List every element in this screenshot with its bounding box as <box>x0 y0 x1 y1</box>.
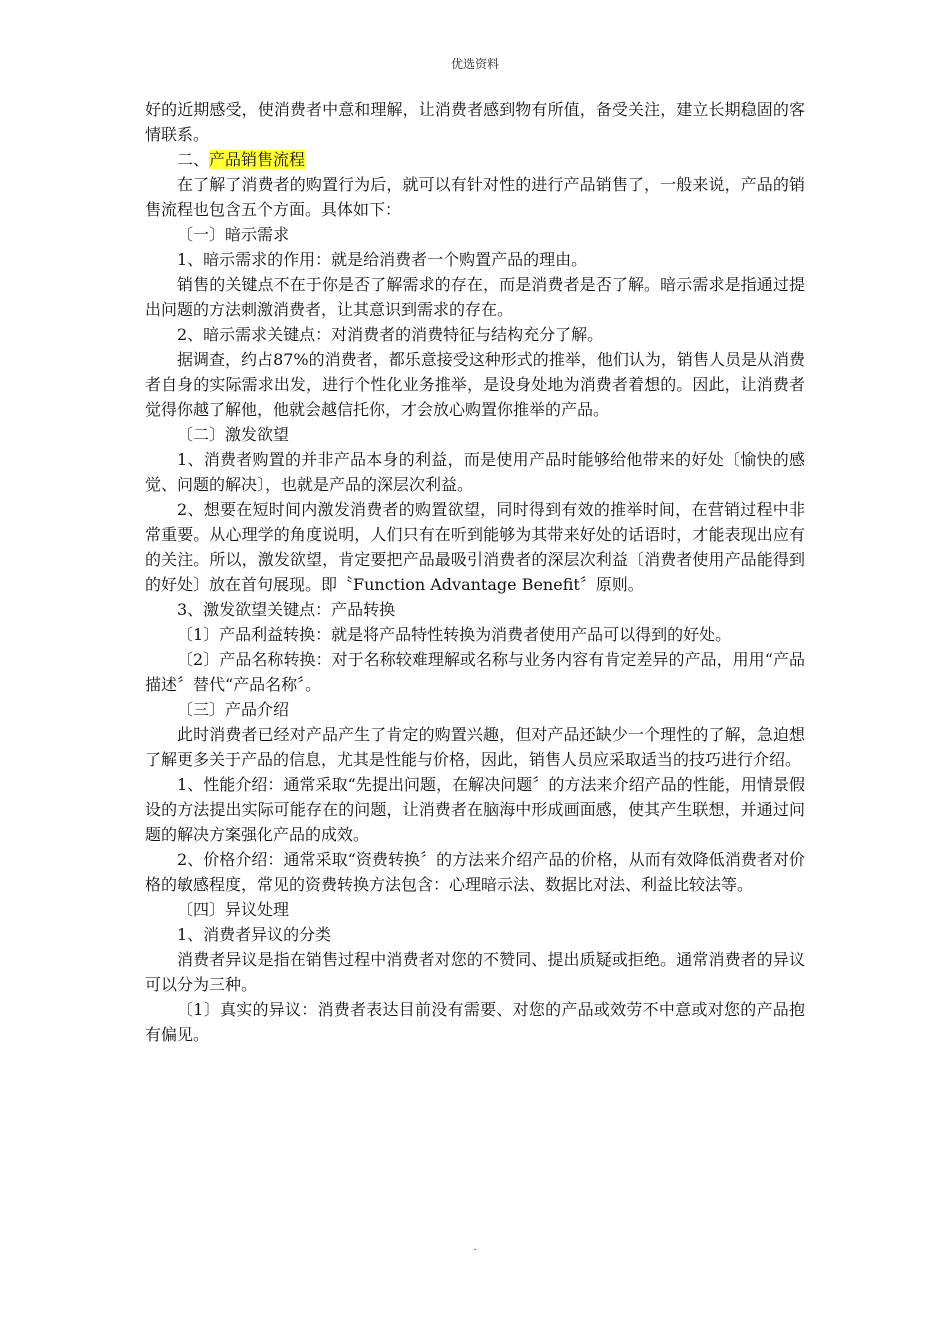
page-header: 优选资料 <box>450 57 499 71</box>
document-body <box>145 97 805 1047</box>
body-paragraph: 2、想要在短时间内激发消费者的购置欲望，同时得到有效的推举时间，在营销过程中非常重要。从心理学的角度说明，人们只有在听到能够为其带来好处的话语时，才能表现出应有的关注。所以，激发欲望，肯定要把产品最吸引消费者的深层次利益〔消费者使用产品能得到的好处〕放在首句展现。即〝Function Advantage Benefit〞原则。 <box>145 500 805 594</box>
body-paragraph: 1、性能介绍：通常采取“先提出问题，在解决问题〞的方法来介绍产品的性能，用情景假设的方法提出实际可能存在的问题，让消费者在脑海中形成画面感，使其产生联想，并通过问题的解决方案强化产品的成效。 <box>145 775 805 844</box>
subsection-heading: 〔一〕暗示需求 <box>177 225 290 244</box>
body-paragraph: 〔1〕产品利益转换：就是将产品特性转换为消费者使用产品可以得到的好处。 <box>177 625 732 644</box>
body-paragraph: 〔2〕产品名称转换：对于名称较难理解或名称与业务内容有肯定差异的产品，用用“产品描述〞替代“产品名称〞。 <box>145 650 805 694</box>
body-paragraph: 2、暗示需求关键点：对消费者的消费特征与结构充分了解。 <box>177 325 604 344</box>
body-paragraph: 1、消费者异议的分类 <box>177 925 332 944</box>
subsection-heading: 〔二〕激发欲望 <box>177 425 290 444</box>
body-paragraph: 此时消费者已经对产品产生了肯定的购置兴趣，但对产品还缺少一个理性的了解，急迫想了解更多关于产品的信息，尤其是性能与价格，因此，销售人员应采取适当的技巧进行介绍。 <box>145 725 805 769</box>
heading-prefix: 二、 <box>177 150 210 169</box>
body-paragraph: 好的近期感受，使消费者中意和理解，让消费者感到物有所值，备受关注，建立长期稳固的客情联系。 <box>145 100 805 144</box>
body-paragraph: 销售的关键点不在于你是否了解需求的存在，而是消费者是否了解。暗示需求是指通过提出问题的方法刺激消费者，让其意识到需求的存在。 <box>145 275 805 319</box>
body-paragraph: 2、价格介绍：通常采取“资费转换〞的方法来介绍产品的价格，从而有效降低消费者对价格的敏感程度，常见的资费转换方法包含：心理暗示法、数据比对法、利益比较法等。 <box>145 850 805 894</box>
body-paragraph: 消费者异议是指在销售过程中消费者对您的不赞同、提出质疑或拒绝。通常消费者的异议可以分为三种。 <box>145 950 805 994</box>
body-paragraph: 〔1〕真实的异议：消费者表达目前没有需要、对您的产品或效劳不中意或对您的产品抱有偏见。 <box>145 1000 805 1044</box>
page-footer: . <box>473 1242 477 1253</box>
subsection-heading: 〔三〕产品介绍 <box>177 700 290 719</box>
body-paragraph: 3、激发欲望关键点：产品转换 <box>177 600 396 619</box>
body-paragraph: 1、消费者购置的并非产品本身的利益，而是使用产品时能够给他带来的好处〔愉快的感觉、问题的解决〕，也就是产品的深层次利益。 <box>145 450 805 494</box>
body-paragraph: 1、暗示需求的作用：就是给消费者一个购置产品的理由。 <box>177 250 588 269</box>
subsection-heading: 〔四〕异议处理 <box>177 900 290 919</box>
body-paragraph: 在了解了消费者的购置行为后，就可以有针对性的进行产品销售了，一般来说，产品的销售流程也包含五个方面。具体如下： <box>145 175 805 219</box>
body-paragraph: 据调查，约占87%的消费者，都乐意接受这种形式的推举，他们认为，销售人员是从消费者自身的实际需求出发，进行个性化业务推举，是设身处地为消费者着想的。因此，让消费者觉得你越了解他，他就会越信托你，才会放心购置你推举的产品。 <box>145 350 805 419</box>
section-heading <box>145 147 805 172</box>
highlighted-heading: 产品销售流程 <box>209 150 306 169</box>
